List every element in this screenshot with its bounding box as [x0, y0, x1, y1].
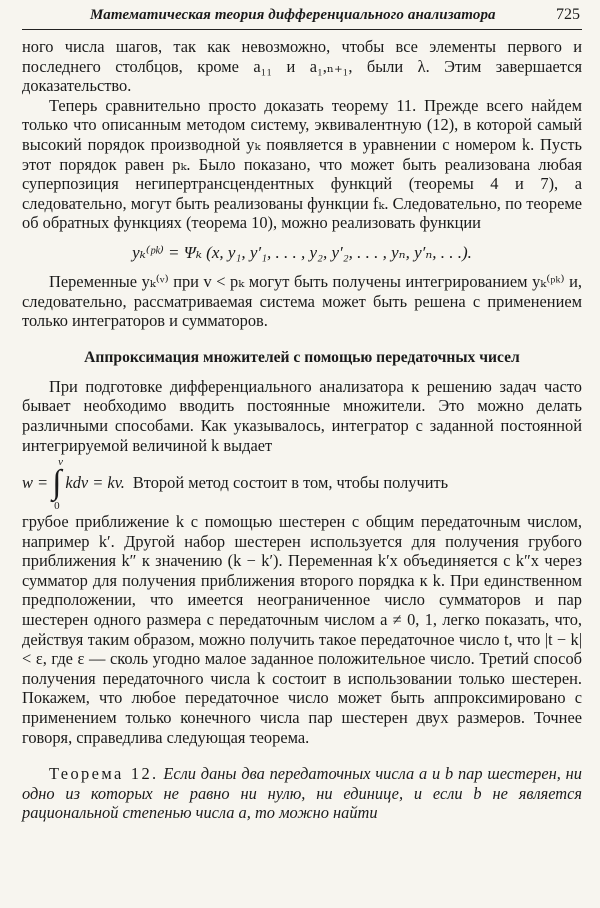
integral-rhs: kdv = kv.	[65, 473, 125, 493]
display-formula: yₖ⁽ᵖᵏ⁾ = Ψₖ (x, y₁, y′₁, . . . , y₂, y′₂, . . . , yₙ, y′ₙ, . . .).	[132, 242, 472, 262]
paragraph-4: При подготовке дифференциального анализатора к решению задач часто бывает необходимо вводить постоянные множители. Это можно делать различными способами. Как указывалось, интегратор с заданной постоянной интегрируемой величиной k выдает	[22, 376, 582, 455]
theorem-text: Если даны два передаточных числа a и b пар шестерен, ни одно из которых не равно ни нулю, ни единице, и если b не является рациональной степенью числа a, то можно найти	[22, 764, 582, 823]
theorem-12	[22, 764, 582, 823]
integral-sign: ∫ v 0	[52, 456, 63, 513]
paragraph-1: ного числа шагов, так как невозможно, чтобы все элементы первого и последнего столбцов, кроме a₁₁ и a₁,ₙ₊₁, были λ. Этим завершается доказательство.	[22, 37, 582, 96]
page-number: 725	[556, 6, 580, 23]
running-head: Математическая теория дифференциального анализатора	[90, 7, 496, 23]
integral-tail-text: Второй метод состоит в том, чтобы получить	[132, 473, 449, 493]
integral-lower-limit: 0	[54, 500, 60, 513]
page-header	[22, 6, 582, 30]
integral-lhs: w =	[22, 473, 49, 493]
paragraph-3: Переменные yₖ⁽ᵛ⁾ при v < pₖ могут быть получены интегрированием yₖ⁽ᵖᵏ⁾ и, следовательно, рассматриваемая система может быть решена с применением только интеграторов и сумматоров.	[22, 271, 582, 331]
integral-line	[22, 456, 582, 513]
integral-upper-limit: v	[58, 456, 63, 469]
paragraph-2: Теперь сравнительно просто доказать теорему 11. Прежде всего найдем только что описанным методом систему, эквивалентную (12), в которой самый высокий порядок производной yₖ появляется в уравнении с номером k. Пусть этот порядок равен pₖ. Было показано, что может быть реализована любая суперпозиция негипертрансцендентных функций (теоремы 4 и 7), а следовательно, могут быть реализованы функции fₖ. Следовательно, по теореме об обратных функциях (теорема 10), можно реализовать функции	[22, 95, 582, 233]
paragraph-5: грубое приближение k с помощью шестерен с общим передаточным числом, например k′. Другой набор шестерен используется для получения грубого приближения k″ к значению (k − k′). Переменная k′x объединяется с k″x через сумматор для получения приближения второго порядка к k. При единственном предположении, что имеется неограниченное число сумматоров и пар шестерен одного размера с передаточным числом a ≠ 0, 1, легко показать, что, действуя таким образом, можно получить такое передаточное число t, что |t − k| < ε, где ε — сколь угодно малое заданное положительное число. Третий способ получения передаточного числа k состоит в использовании только шестерен. Покажем, что любое передаточное число может быть аппроксимировано с применением только конечного числа пар шестерен двух размеров. Точнее говоря, справедлива следующая теорема.	[22, 512, 582, 747]
section-title: Аппроксимация множителей с помощью передаточных чисел	[84, 348, 520, 366]
theorem-label: Теорема 12.	[49, 764, 159, 784]
